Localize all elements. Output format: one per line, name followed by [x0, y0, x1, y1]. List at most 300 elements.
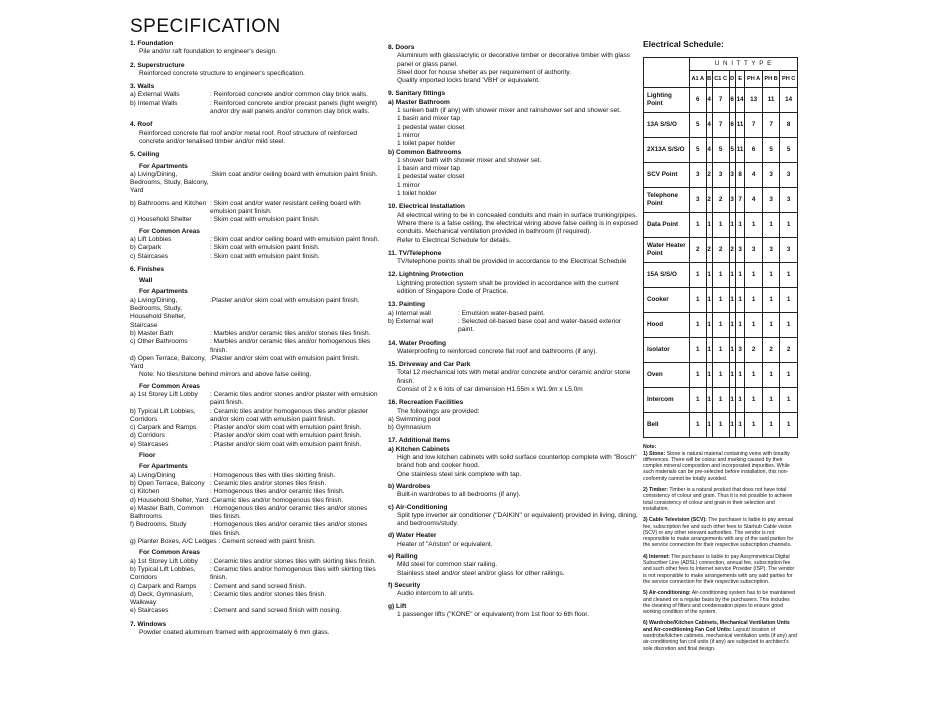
section-roof: [130, 121, 380, 146]
table-cell: 6: [729, 113, 735, 138]
note-text: The purchaser is liable to pay Assymmetrical Digital Subscriber Line (ADSL) connection, annual fee, subscription fee and such other fees to Internet service Provider (ISP). The vendor is not responsible to make arrangements with any said parties for the service connection for their respective subscription.: [643, 553, 795, 585]
section-heading: 8. Doors: [388, 44, 415, 51]
spec-value: : Plaster and/or skim coat with emulsion paint finish.: [210, 432, 362, 440]
spec-key: b) Carpark: [130, 244, 162, 252]
electrical-schedule-table: [643, 57, 798, 438]
table-cell: 1: [780, 388, 798, 413]
spec-row: [130, 591, 380, 608]
spec-row: [130, 497, 380, 505]
page-title: SPECIFICATION: [130, 16, 281, 37]
table-cell: 1: [690, 338, 707, 363]
spec-key: a) 1st Storey Lift Lobby: [130, 557, 198, 565]
section-walls: [130, 83, 380, 116]
table-row: [644, 213, 798, 238]
table-row: [644, 188, 798, 213]
table-row: [644, 363, 798, 388]
spec-row: [130, 558, 380, 566]
section-painting: [388, 301, 638, 334]
list-item: b) Gymnasium: [388, 424, 431, 432]
table-cell: 1: [690, 213, 707, 238]
spec-value: : Skim coat with emulsion paint finish.: [210, 252, 320, 260]
table-cell: 1: [745, 288, 762, 313]
section-text: Lightning protection system shall be provided in accordance with the current edition of Singapore Code of Practice.: [397, 279, 619, 296]
subheading: For Common Areas: [139, 227, 200, 235]
section-text: Total 12 mechanical lots with metal and/or concrete and/or ceramic and/or stone finish.: [397, 369, 631, 385]
spec-value: : Homogenous tiles and/or ceramic tiles and/or stones tiles finish.: [210, 521, 368, 537]
table-cell: 1: [745, 363, 762, 388]
spec-row: [130, 338, 380, 355]
section-text: Quality imported locks brand 'VBH' or equivalent.: [397, 77, 540, 85]
section-heading: 7. Windows: [130, 620, 167, 628]
note-item: [643, 451, 798, 482]
list-item: a) Swimming pool: [388, 415, 441, 423]
subheading: For Apartments: [139, 162, 188, 170]
spec-key: c) Household Shelter: [130, 216, 192, 224]
table-cell: 7: [735, 188, 745, 213]
table-cell: 1: [762, 388, 780, 413]
spec-row: [130, 583, 380, 591]
list-item: 1 toilet holder: [397, 190, 437, 198]
section-waterproofing: [388, 340, 638, 357]
table-cell: 6: [729, 88, 735, 113]
table-cell: 1: [706, 313, 712, 338]
list-item: 1 sunken bath (if any) with shower mixer and rainshower set and shower set.: [397, 107, 621, 115]
table-cell: 3: [729, 188, 735, 213]
note-text: Stone is natural material containing veins with tonality differences. There will be colour and marking caused by their complex mineral composition and incorporated impurities. While such materials can be pre-selected before installation, this non-conformity cannot be totally avoided.: [643, 450, 790, 482]
section-text: Built-in wardrobes to all bedrooms (if any).: [397, 491, 521, 499]
note-item: [643, 590, 798, 615]
unit-type-cell: PH B: [762, 71, 780, 88]
unit-type-cell: PH C: [780, 71, 798, 88]
table-row: [644, 88, 798, 113]
table-row: [644, 413, 798, 438]
table-row: [644, 113, 798, 138]
table-cell: 1: [706, 363, 712, 388]
spec-key: d) Household Shelter, Yard: [130, 496, 209, 504]
table-cell: 1: [706, 288, 712, 313]
table-cell: 1: [780, 288, 798, 313]
section-text: TV/telephone points shall be provided in accordance to the Electrical Schedule: [397, 258, 627, 266]
table-cell: 7: [712, 113, 729, 138]
unit-type-cell: A1 A: [690, 71, 707, 88]
section-heading: 1. Foundation: [130, 40, 174, 47]
note-text: The purchaser is liable to pay annual fee, subscription fee and such other fees to Starhub Cable vision (SCV) or any other relevant authorities. The vendor is not responsible to make arrangements with any of the said parties for the service connection for their respective subscription channels.: [643, 517, 794, 549]
unit-type-cell: E: [735, 71, 745, 88]
spec-row: [388, 318, 638, 335]
spec-row: [130, 216, 380, 224]
spec-row: [130, 521, 380, 538]
section-additional: [388, 437, 638, 619]
section-text: Reinforced concrete flat roof and/or metal roof. Roof structure of reinforced concrete and/or tenalised timber and/or mild steel.: [139, 129, 358, 145]
table-cell: 11: [735, 113, 745, 138]
note-item: [643, 487, 798, 512]
spec-column-2: [388, 44, 638, 624]
unit-type-cell: D: [729, 71, 735, 88]
section-heading: 12. Lightning Protection: [388, 271, 464, 279]
spec-row: [130, 91, 380, 99]
table-cell: 1: [735, 313, 745, 338]
spec-value: : Marbles and/or ceramic tiles and/or homogenous tiles finish.: [210, 338, 371, 354]
table-row: [644, 288, 798, 313]
list-item: 1 mirror: [397, 181, 420, 189]
section-windows: [130, 621, 380, 638]
section-heading: 11. TV/Telephone: [388, 249, 442, 257]
note-title: 2) Timber:: [643, 487, 668, 494]
notes: [643, 444, 798, 652]
note-text: Note: No tiles/stone behind mirrors and above false ceiling.: [139, 371, 312, 379]
table-cell: 3: [745, 238, 762, 263]
spec-row: [130, 244, 380, 252]
spec-key: a) Living/Dining: [130, 471, 176, 479]
table-row: [644, 388, 798, 413]
table-cell: 13: [745, 88, 762, 113]
table-cell: 1: [712, 288, 729, 313]
table-cell: 1: [780, 213, 798, 238]
section-heading: 9. Sanitary fittings: [388, 90, 446, 98]
spec-key: a) Lift Lobbies: [130, 235, 172, 243]
spec-value: : Homogenous tiles and/or ceramic tiles and/or stones tiles finish.: [210, 504, 368, 521]
spec-row: [130, 441, 380, 449]
section-superstructure: [130, 62, 380, 79]
table-cell: 1: [690, 413, 707, 438]
subheading: Wall: [139, 277, 153, 285]
spec-value: : Ceramic tiles and/or stones tiles finish.: [210, 590, 327, 598]
table-cell: 1: [780, 263, 798, 288]
spec-value: : Cement and sand screed finish.: [210, 582, 307, 590]
section-sanitary: [388, 90, 638, 198]
note-title: 3) Cable Television (SCV):: [643, 517, 707, 524]
spec-row: [130, 355, 380, 372]
section-finishes: [130, 266, 380, 616]
subheading: a) Kitchen Cabinets: [388, 445, 450, 453]
table-cell: 1: [729, 213, 735, 238]
table-cell: 1: [745, 413, 762, 438]
table-cell: 3: [690, 163, 707, 188]
table-cell: 1: [729, 263, 735, 288]
table-cell: 7: [712, 88, 729, 113]
list-item: 1 pedestal water closet: [397, 123, 465, 131]
table-cell: 4: [706, 88, 712, 113]
note-item: [643, 554, 798, 585]
table-cell: 2: [780, 338, 798, 363]
table-cell: 1: [735, 288, 745, 313]
table-cell: 3: [729, 163, 735, 188]
spec-row: [130, 100, 380, 117]
table-cell: 1: [712, 213, 729, 238]
table-row: [644, 163, 798, 188]
section-heading: 13. Painting: [388, 301, 426, 309]
table-cell: 1: [762, 263, 780, 288]
table-cell: 1: [706, 413, 712, 438]
table-cell: 1: [690, 363, 707, 388]
table-cell: 5: [780, 138, 798, 163]
spec-row: [130, 171, 380, 196]
row-label: Cooker: [644, 288, 690, 313]
spec-value: : Reinforced concrete and/or precast panels (light weight) and/or dry wall panels and/or common clay brick walls.: [210, 99, 378, 116]
table-cell: 1: [712, 263, 729, 288]
row-label: SCV Point: [644, 163, 690, 188]
spec-value: : Homogenous tiles and/or ceramic tiles finish.: [210, 488, 345, 496]
section-doors: [388, 44, 638, 85]
table-cell: 1: [745, 263, 762, 288]
table-cell: 1: [712, 413, 729, 438]
spec-value: : Ceramic tiles and/or homogenous tiles and/or plaster and/or skim coat with emulsion paint finish.: [210, 407, 368, 423]
table-cell: 1: [706, 338, 712, 363]
spec-key: d) Corridors: [130, 432, 165, 440]
spec-value: : Emulsion water-based paint.: [458, 309, 545, 317]
subheading: f) Security: [388, 581, 421, 589]
note-title: 4) Internet:: [643, 553, 670, 560]
table-cell: 3: [780, 238, 798, 263]
table-cell: 2: [712, 188, 729, 213]
spec-key: a) Internal wall: [388, 309, 431, 317]
unit-type-cell: PH A: [745, 71, 762, 88]
list-item: 1 pedestal water closet: [397, 173, 465, 181]
spec-row: [130, 472, 380, 480]
table-cell: 6: [745, 138, 762, 163]
table-cell: 3: [780, 163, 798, 188]
spec-value: :Ceramic tiles and/or homogenous tiles finish.: [210, 496, 344, 504]
section-text: Waterproofing to reinforced concrete flat roof and bathrooms (if any).: [397, 347, 598, 355]
subheading: b) Common Bathrooms: [388, 148, 462, 156]
section-heading: 15. Driveway and Car Park: [388, 361, 471, 369]
spec-key: e) Master Bath, Common Bathrooms: [130, 504, 204, 521]
spec-value: :Plaster and/or skim coat with emulsion paint finish.: [210, 296, 360, 304]
spec-value: :Skim coat and/or ceiling board with emulsion paint finish.: [210, 170, 378, 178]
section-text: All electrical wiring to be in concealed conduits and main in surface trunking/pipes. Where there is a false ceiling, the electrical wiring above false ceiling is in exposed conduits. Mechanical ventilation provided in bathroom (if required).: [397, 211, 638, 236]
section-heading: 3. Walls: [130, 83, 155, 91]
table-cell: 1: [729, 388, 735, 413]
section-lightning: [388, 271, 638, 296]
spec-key: a) External Walls: [130, 91, 180, 99]
notes-heading: Note:: [643, 444, 657, 451]
table-cell: 6: [690, 88, 707, 113]
section-text: High and low kitchen cabinets with solid surface countertop complete with "Bosch" brand hob and cooker hood.: [397, 454, 637, 470]
table-cell: 2: [762, 338, 780, 363]
spec-key: e) Staircases: [130, 607, 169, 615]
spec-value: : Ceramic tiles and/or stones tiles with skirting tiles finish.: [210, 557, 377, 565]
table-cell: 11: [735, 138, 745, 163]
spec-row: [130, 566, 380, 583]
table-cell: 2: [690, 238, 707, 263]
section-heading: 2. Superstructure: [130, 61, 185, 69]
electrical-schedule-column: [643, 40, 798, 657]
table-cell: 2: [729, 238, 735, 263]
section-foundation: [130, 40, 380, 57]
table-cell: 3: [735, 338, 745, 363]
list-item: 1 basin and mixer tap: [397, 165, 461, 173]
table-cell: 1: [735, 263, 745, 288]
table-header-row: [644, 58, 798, 71]
spec-row: [130, 432, 380, 440]
table-cell: 1: [712, 313, 729, 338]
subheading: a) Master Bathroom: [388, 98, 450, 106]
table-cell: 11: [762, 88, 780, 113]
table-cell: 1: [729, 413, 735, 438]
section-text: One stainless steel sink complete with tap.: [397, 470, 522, 478]
section-driveway: [388, 361, 638, 394]
spec-key: c) Kitchen: [130, 488, 160, 496]
table-cell: 1: [690, 288, 707, 313]
spec-row: [130, 488, 380, 496]
spec-value: : Marbles and/or ceramic tiles and/or stones tiles finish.: [210, 329, 371, 337]
spec-value: : Reinforced concrete and/or common clay brick walls.: [210, 91, 368, 99]
spec-key: c) Other Bathrooms: [130, 338, 188, 346]
spec-value: : Selected oil-based base coat and water-based exterior paint.: [458, 317, 622, 334]
subheading: Floor: [139, 452, 156, 460]
table-cell: 4: [706, 138, 712, 163]
spec-key: a) Living/Dining, Bedrooms, Study, Household Shelter, Staircase: [130, 296, 186, 329]
table-row: [644, 263, 798, 288]
electrical-schedule-title: Electrical Schedule:: [643, 39, 724, 49]
table-cell: 1: [762, 313, 780, 338]
table-cell: 1: [745, 213, 762, 238]
subheading: e) Railing: [388, 553, 418, 561]
spec-key: b) Bathrooms and Kitchen: [130, 199, 207, 207]
spec-key: c) Staircases: [130, 252, 169, 260]
note-text: Air-conditioning system has to be maintained and cleaned on a regular basis by the purchasers. This includes the cleaning of filters and condensation pipes to ensure good working condition of the system.: [643, 590, 796, 616]
subheading: d) Water Heater: [388, 532, 437, 540]
section-text: Reinforced concrete structure to engineer's specification.: [139, 69, 305, 77]
row-label: Oven: [644, 363, 690, 388]
section-text: Pile and/or raft foundation to engineer's design.: [139, 48, 277, 56]
section-ceiling: [130, 151, 380, 261]
spec-value: :Plaster and/or skim coat with emulsion paint finish.: [210, 354, 360, 362]
table-cell: 7: [762, 113, 780, 138]
table-row: [644, 313, 798, 338]
spec-value: : Ceramic tiles and/or homogenous tiles with skirting tiles finish.: [210, 565, 376, 582]
note-title: 1) Stone:: [643, 450, 666, 457]
spec-key: e) Staircases: [130, 440, 169, 448]
table-cell: 1: [780, 413, 798, 438]
row-label: Water Heater Point: [644, 238, 690, 263]
spec-row: [130, 236, 380, 244]
spec-value: : Ceramic tiles and/or stones and/or plaster with emulsion paint finish.: [210, 390, 378, 407]
row-label: Lighting Point: [644, 88, 690, 113]
spec-key: a) 1st Storey Lift Lobby: [130, 390, 198, 398]
subheading: For Apartments: [139, 463, 188, 471]
section-text: Split type inverter air conditioner ("DAIKIN" or equivalent) provided in living, dining, and bedrooms/study.: [397, 511, 638, 528]
table-cell: 2: [706, 188, 712, 213]
section-heading: 17. Additional Items: [388, 437, 451, 445]
row-label: Isolator: [644, 338, 690, 363]
table-cell: 1: [729, 288, 735, 313]
spec-key: c) Carpark and Ramps: [130, 582, 197, 590]
table-row: [644, 238, 798, 263]
list-item: 1 shower bath with shower mixer and shower set.: [397, 156, 542, 164]
table-cell: 1: [706, 213, 712, 238]
table-cell: 1: [706, 388, 712, 413]
table-cell: 1: [745, 388, 762, 413]
spec-value: : Cement and sand screed finish with nosing.: [210, 607, 342, 615]
spec-key: c) Carpark and Ramps: [130, 424, 197, 432]
table-cell: 1: [762, 288, 780, 313]
table-cell: 1: [690, 263, 707, 288]
section-electrical: [388, 203, 638, 244]
subheading: For Common Areas: [139, 549, 200, 557]
table-cell: 5: [690, 138, 707, 163]
table-cell: 3: [735, 238, 745, 263]
table-cell: 3: [712, 163, 729, 188]
section-heading: 14. Water Proofing: [388, 339, 447, 347]
section-text: Audio intercom to all units.: [397, 590, 475, 598]
spec-row: [130, 330, 380, 338]
table-cell: 1: [712, 363, 729, 388]
note-title: 6) Wardrobe/Kitchen Cabinets, Mechanical Ventilation Units and Air-conditioning Fan Coil Units:: [643, 620, 790, 633]
spec-row: [388, 310, 638, 318]
spec-key: d) Open Terrace, Balcony, Yard: [130, 354, 206, 371]
spec-key: d) Deck, Gymnasium, Walkway: [130, 590, 194, 607]
spec-key: b) Internal Walls: [130, 99, 178, 107]
note-title: 5) Air-conditioning:: [643, 590, 691, 597]
section-heading: 10. Electrical Installation: [388, 203, 465, 211]
section-text: Refer to Electrical Schedule for details.: [397, 236, 511, 244]
subheading: c) Air-Conditioning: [388, 503, 448, 511]
section-text: Consist of 2 x 6 lots of car dimension H1.55m x W1.9m x L5.0m: [397, 385, 583, 393]
list-item: 1 mirror: [397, 131, 420, 139]
unit-type-cell: C1 C: [712, 71, 729, 88]
spec-key: b) Typical Lift Lobbies, Corridors: [130, 407, 196, 423]
spec-row: [130, 424, 380, 432]
table-cell: 2: [706, 163, 712, 188]
table-cell: 4: [745, 188, 762, 213]
table-cell: 5: [729, 138, 735, 163]
table-cell: 3: [762, 188, 780, 213]
note-text: Timber is a natural product that does not have total consistency of colour and grain. Thus it is not possible to achieve total consistency of colour and grain in their selection and installation.: [643, 487, 793, 512]
table-cell: 7: [745, 113, 762, 138]
table-cell: 14: [780, 88, 798, 113]
table-cell: 3: [780, 188, 798, 213]
list-item: 1 basin and mixer tap: [397, 115, 461, 123]
row-label: 13A S/S/O: [644, 113, 690, 138]
note-item: [643, 620, 798, 651]
spec-key: b) Master Bath: [130, 329, 174, 337]
section-text: Mild steel for common stair railing.: [397, 561, 498, 569]
note-item: [643, 517, 798, 548]
spec-row: [130, 408, 380, 425]
section-text: Aluminium with glass/acrylic or decorative timber or decorative timber with glass panel or glass panel.: [397, 52, 631, 68]
subheading: For Apartments: [139, 288, 188, 296]
note-text: Layout/ location of wardrobe/kitchen cabinets, mechanical ventilation units (if any) and air-conditioning fan coil units (if any) are subjected to architect's sole discretion and final design.: [643, 626, 797, 652]
row-label: 15A S/S/O: [644, 263, 690, 288]
spec-key: b) Open Terrace, Balcony: [130, 479, 205, 487]
table-cell: 1: [762, 363, 780, 388]
section-heading: 4. Roof: [130, 121, 153, 129]
section-recreation: [388, 399, 638, 432]
table-cell: 3: [690, 188, 707, 213]
section-heading: 5. Ceiling: [130, 151, 160, 159]
table-cell: 8: [735, 163, 745, 188]
table-row: [644, 338, 798, 363]
table-cell: 2: [712, 238, 729, 263]
row-label: Intercom: [644, 388, 690, 413]
header-blank-cell: [644, 58, 690, 88]
table-cell: 1: [745, 313, 762, 338]
table-cell: 5: [690, 113, 707, 138]
section-text: 1 passenger lifts ("KONE" or equivalent) from 1st floor to 6th floor.: [397, 610, 589, 618]
spec-value: : Skim coat and/or ceiling board with emulsion paint finish.: [210, 235, 380, 243]
unit-type-cell: B: [706, 71, 712, 88]
subheading: g) Lift: [388, 602, 407, 610]
spec-value: : Skim coat with emulsion paint finish.: [210, 244, 320, 252]
spec-value: : Skim coat and/or water resistant ceiling board with emulsion paint finish.: [210, 199, 361, 216]
table-cell: 1: [735, 363, 745, 388]
spec-row: [130, 391, 380, 408]
table-cell: 3: [762, 163, 780, 188]
table-cell: 1: [762, 413, 780, 438]
section-text: Powder coated aluminum framed with approximately 6 mm glass.: [139, 629, 330, 636]
table-row: [644, 138, 798, 163]
